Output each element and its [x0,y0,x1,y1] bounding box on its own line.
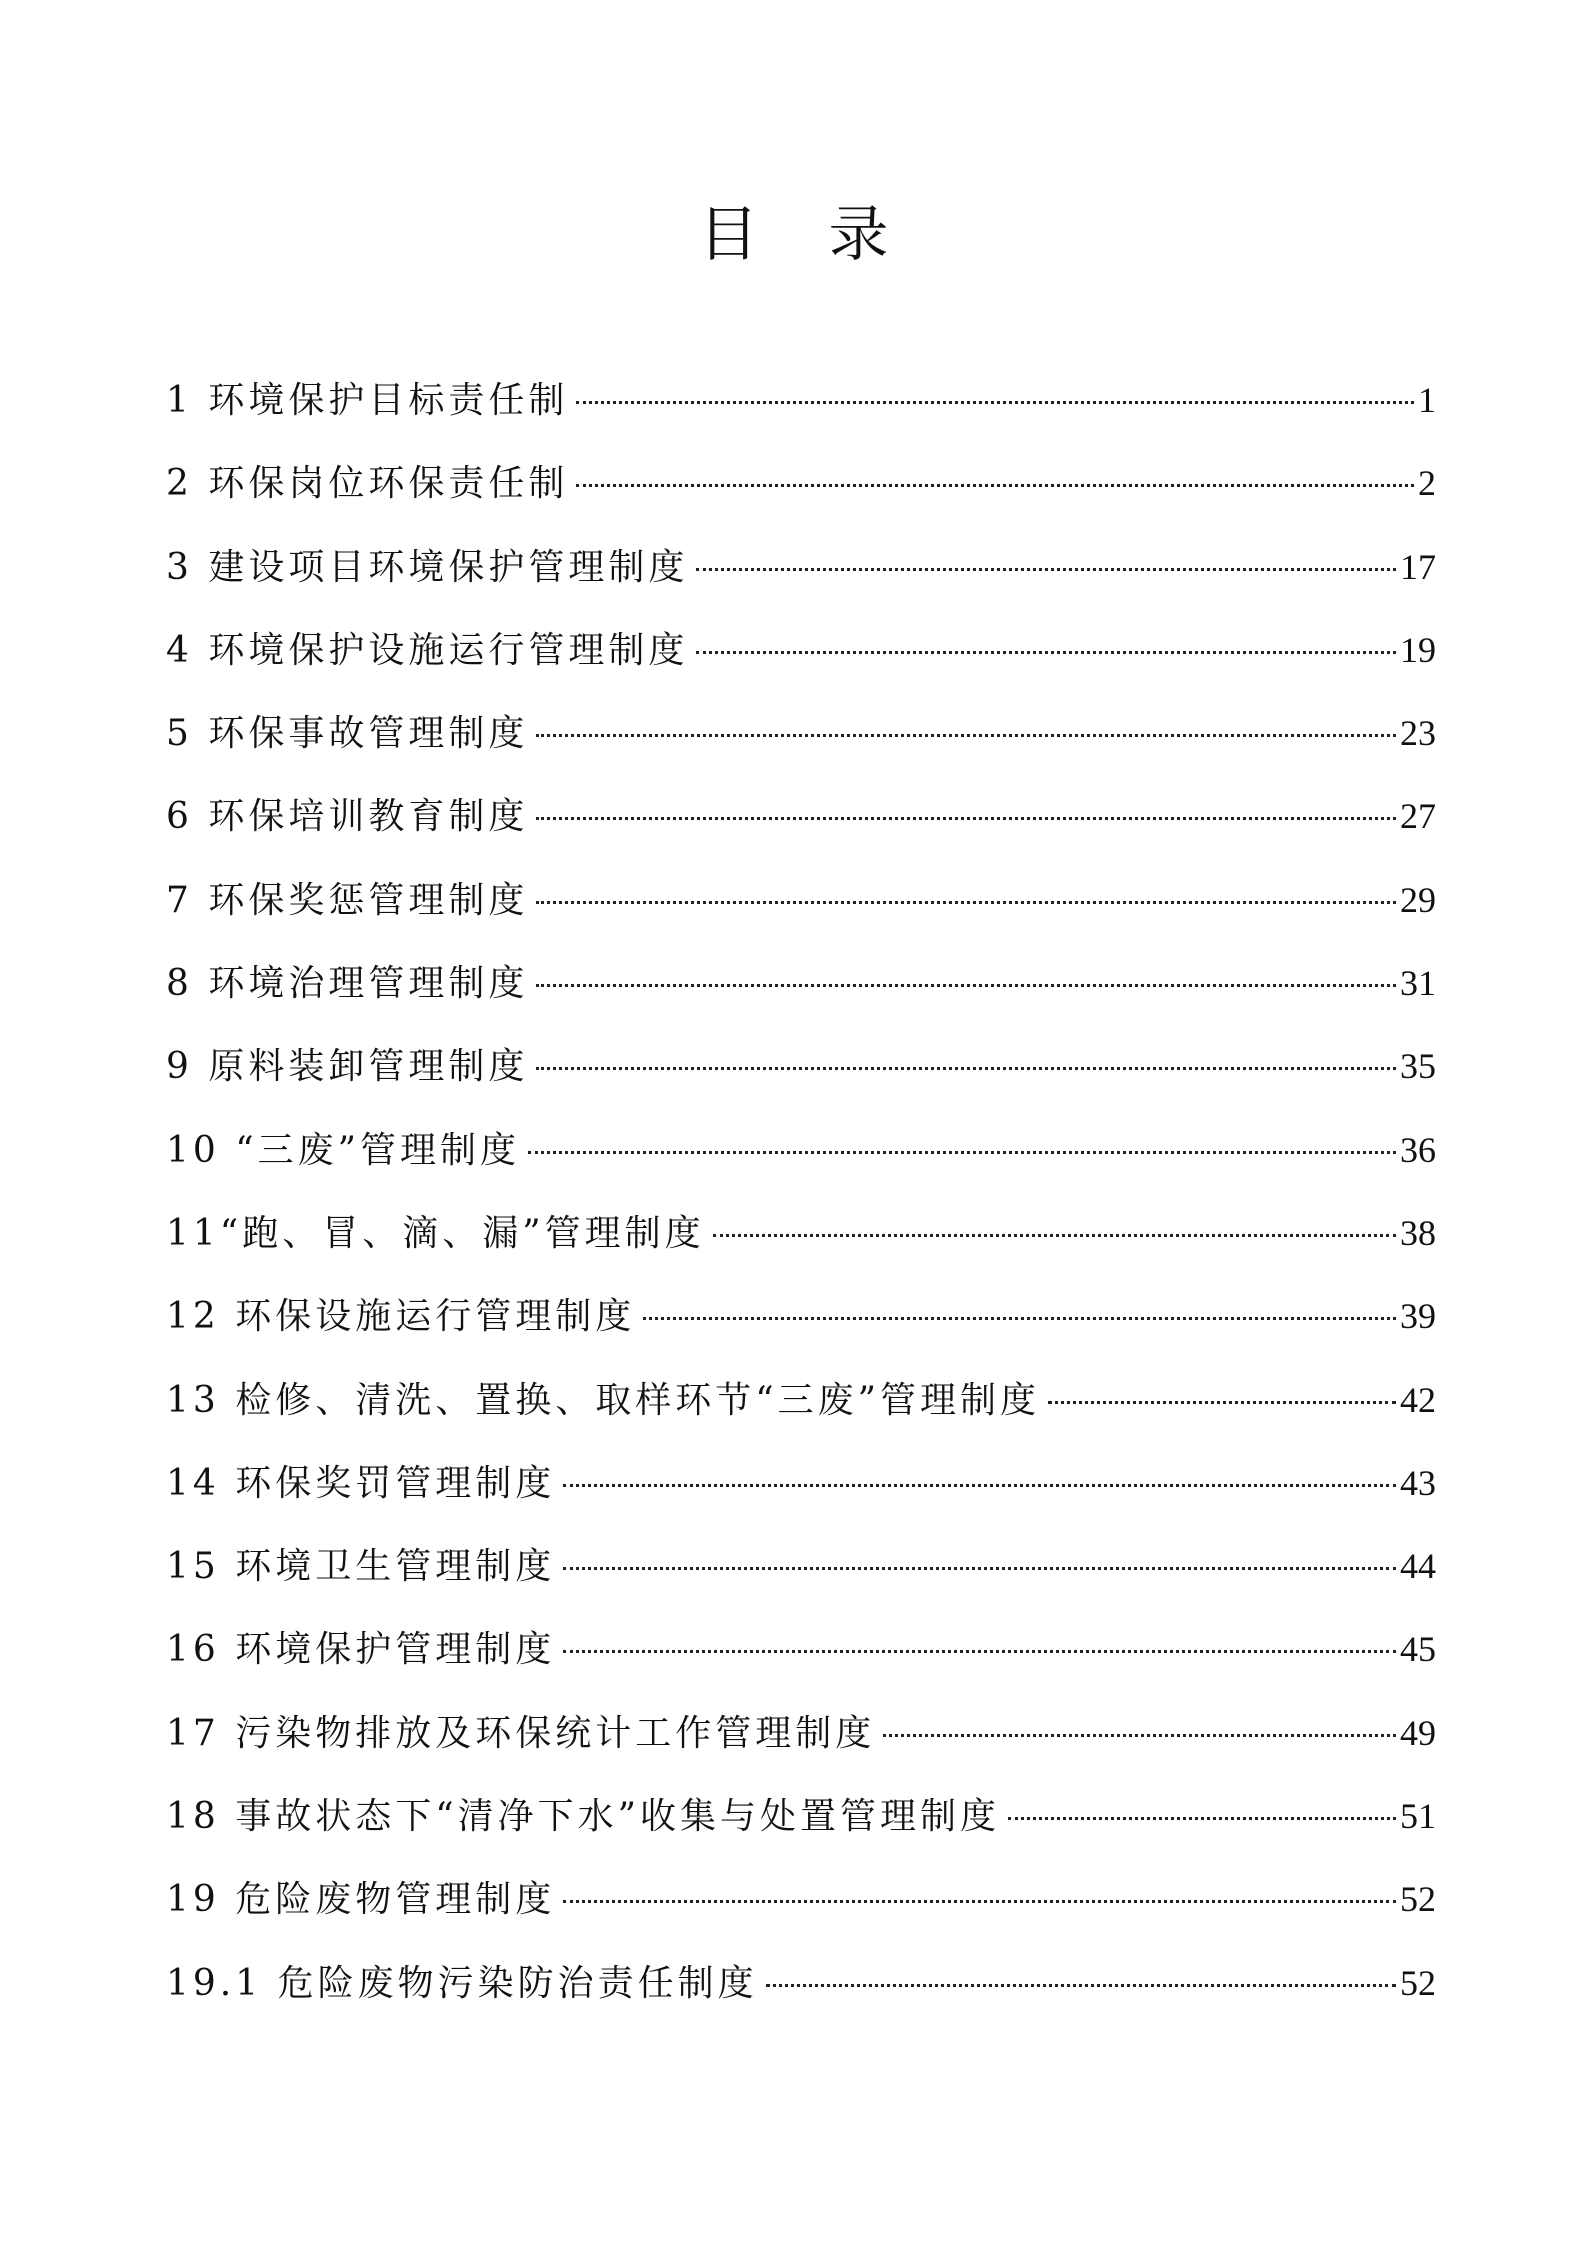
toc-entry-page: 36 [1400,1129,1436,1170]
toc-leader-dots [576,401,1414,404]
toc-leader-dots [536,984,1396,987]
toc-entry[interactable] [166,1948,1436,2031]
toc-entry-label: 16 环境保护管理制度 [166,1629,556,1671]
toc-entry[interactable] [166,698,1436,781]
toc-leader-dots [536,817,1396,820]
toc-entry[interactable] [166,1365,1436,1448]
toc-entry-label: 18 事故状态下“清净下水”收集与处置管理制度 [166,1796,1001,1838]
toc-title-part2: 录 [828,200,889,270]
toc-entry-label: 3 建设项目环境保护管理制度 [166,546,689,588]
toc-entry-label: 15 环境卫生管理制度 [166,1546,556,1588]
toc-leader-dots [536,1067,1396,1070]
toc-leader-dots [696,651,1396,654]
toc-entry[interactable] [166,865,1436,948]
toc-entry[interactable] [166,532,1436,615]
toc-entry-page: 35 [1400,1046,1436,1087]
toc-entry-page: 44 [1400,1546,1436,1587]
toc-entry-page: 51 [1400,1796,1436,1837]
toc-entry[interactable] [166,1448,1436,1531]
toc-entry-page: 52 [1400,1962,1436,2003]
toc-entry[interactable] [166,1531,1436,1614]
toc-leader-dots [563,1650,1396,1653]
toc-entry-label: 9 原料装卸管理制度 [166,1046,529,1088]
toc-leader-dots [563,1484,1396,1487]
toc-entry-page: 19 [1400,629,1436,670]
toc-entry-label: 5 环保事故管理制度 [166,713,529,755]
toc-entry[interactable] [166,1031,1436,1114]
toc-entry-label: 13 检修、清洗、置换、取样环节“三废”管理制度 [166,1379,1041,1421]
toc-entry-page: 38 [1400,1212,1436,1253]
toc-entry-page: 17 [1400,546,1436,587]
toc-leader-dots [766,1984,1396,1987]
toc-entry[interactable] [166,1115,1436,1198]
toc-leader-dots [1048,1401,1396,1404]
toc-leader-dots [536,734,1396,737]
toc-leader-dots [563,1900,1396,1903]
toc-entry[interactable] [166,781,1436,864]
toc-entry-page: 23 [1400,713,1436,754]
toc-entry-label: 6 环保培训教育制度 [166,796,529,838]
toc-entry-page: 2 [1418,463,1436,504]
toc-entry[interactable] [166,1281,1436,1364]
toc-title [0,195,1587,275]
toc-entry-page: 39 [1400,1296,1436,1337]
toc-leader-dots [563,1567,1396,1570]
toc-entry-label: 17 污染物排放及环保统计工作管理制度 [166,1712,876,1754]
toc-leader-dots [696,568,1396,571]
toc-entry[interactable] [166,1198,1436,1281]
toc-entry-label: 1 环境保护目标责任制 [166,380,569,421]
toc-leader-dots [576,484,1414,487]
toc-entry-label: 4 环境保护设施运行管理制度 [166,629,689,671]
toc-entry-page: 29 [1400,879,1436,920]
toc-entry[interactable] [166,1698,1436,1781]
toc-leader-dots [883,1734,1396,1737]
toc-entry-page: 49 [1400,1712,1436,1753]
toc-leader-dots [713,1234,1396,1237]
toc-title-part1: 目 [698,200,759,270]
toc-entry-label: 11“跑、冒、滴、漏”管理制度 [166,1212,705,1254]
toc-entry-page: 42 [1400,1379,1436,1420]
toc-entry[interactable] [166,948,1436,1031]
toc-entry[interactable] [166,615,1436,698]
toc-entry-page: 52 [1400,1879,1436,1920]
toc-entry-label: 2 环保岗位环保责任制 [166,463,569,505]
toc-entry-page: 27 [1400,796,1436,837]
toc-entry[interactable] [166,1864,1436,1947]
toc-entry[interactable] [166,1781,1436,1864]
toc-list [166,365,1436,2031]
toc-entry-label: 19.1 危险废物污染防治责任制度 [166,1962,758,2004]
toc-entry[interactable] [166,365,1436,448]
toc-leader-dots [536,901,1396,904]
toc-entry-label: 12 环保设施运行管理制度 [166,1296,636,1338]
toc-entry[interactable] [166,448,1436,531]
toc-entry-label: 10 “三废”管理制度 [166,1129,521,1171]
toc-entry-page: 45 [1400,1629,1436,1670]
toc-entry-label: 7 环保奖惩管理制度 [166,879,529,921]
toc-entry-label: 14 环保奖罚管理制度 [166,1462,556,1504]
toc-entry-page: 43 [1400,1462,1436,1503]
toc-entry-page: 31 [1400,963,1436,1004]
toc-leader-dots [528,1151,1396,1154]
toc-entry-label: 19 危险废物管理制度 [166,1879,556,1921]
toc-leader-dots [643,1317,1396,1320]
toc-leader-dots [1008,1817,1396,1820]
toc-entry-page: 1 [1418,380,1436,420]
toc-entry-label: 8 环境治理管理制度 [166,963,529,1005]
toc-entry[interactable] [166,1614,1436,1697]
